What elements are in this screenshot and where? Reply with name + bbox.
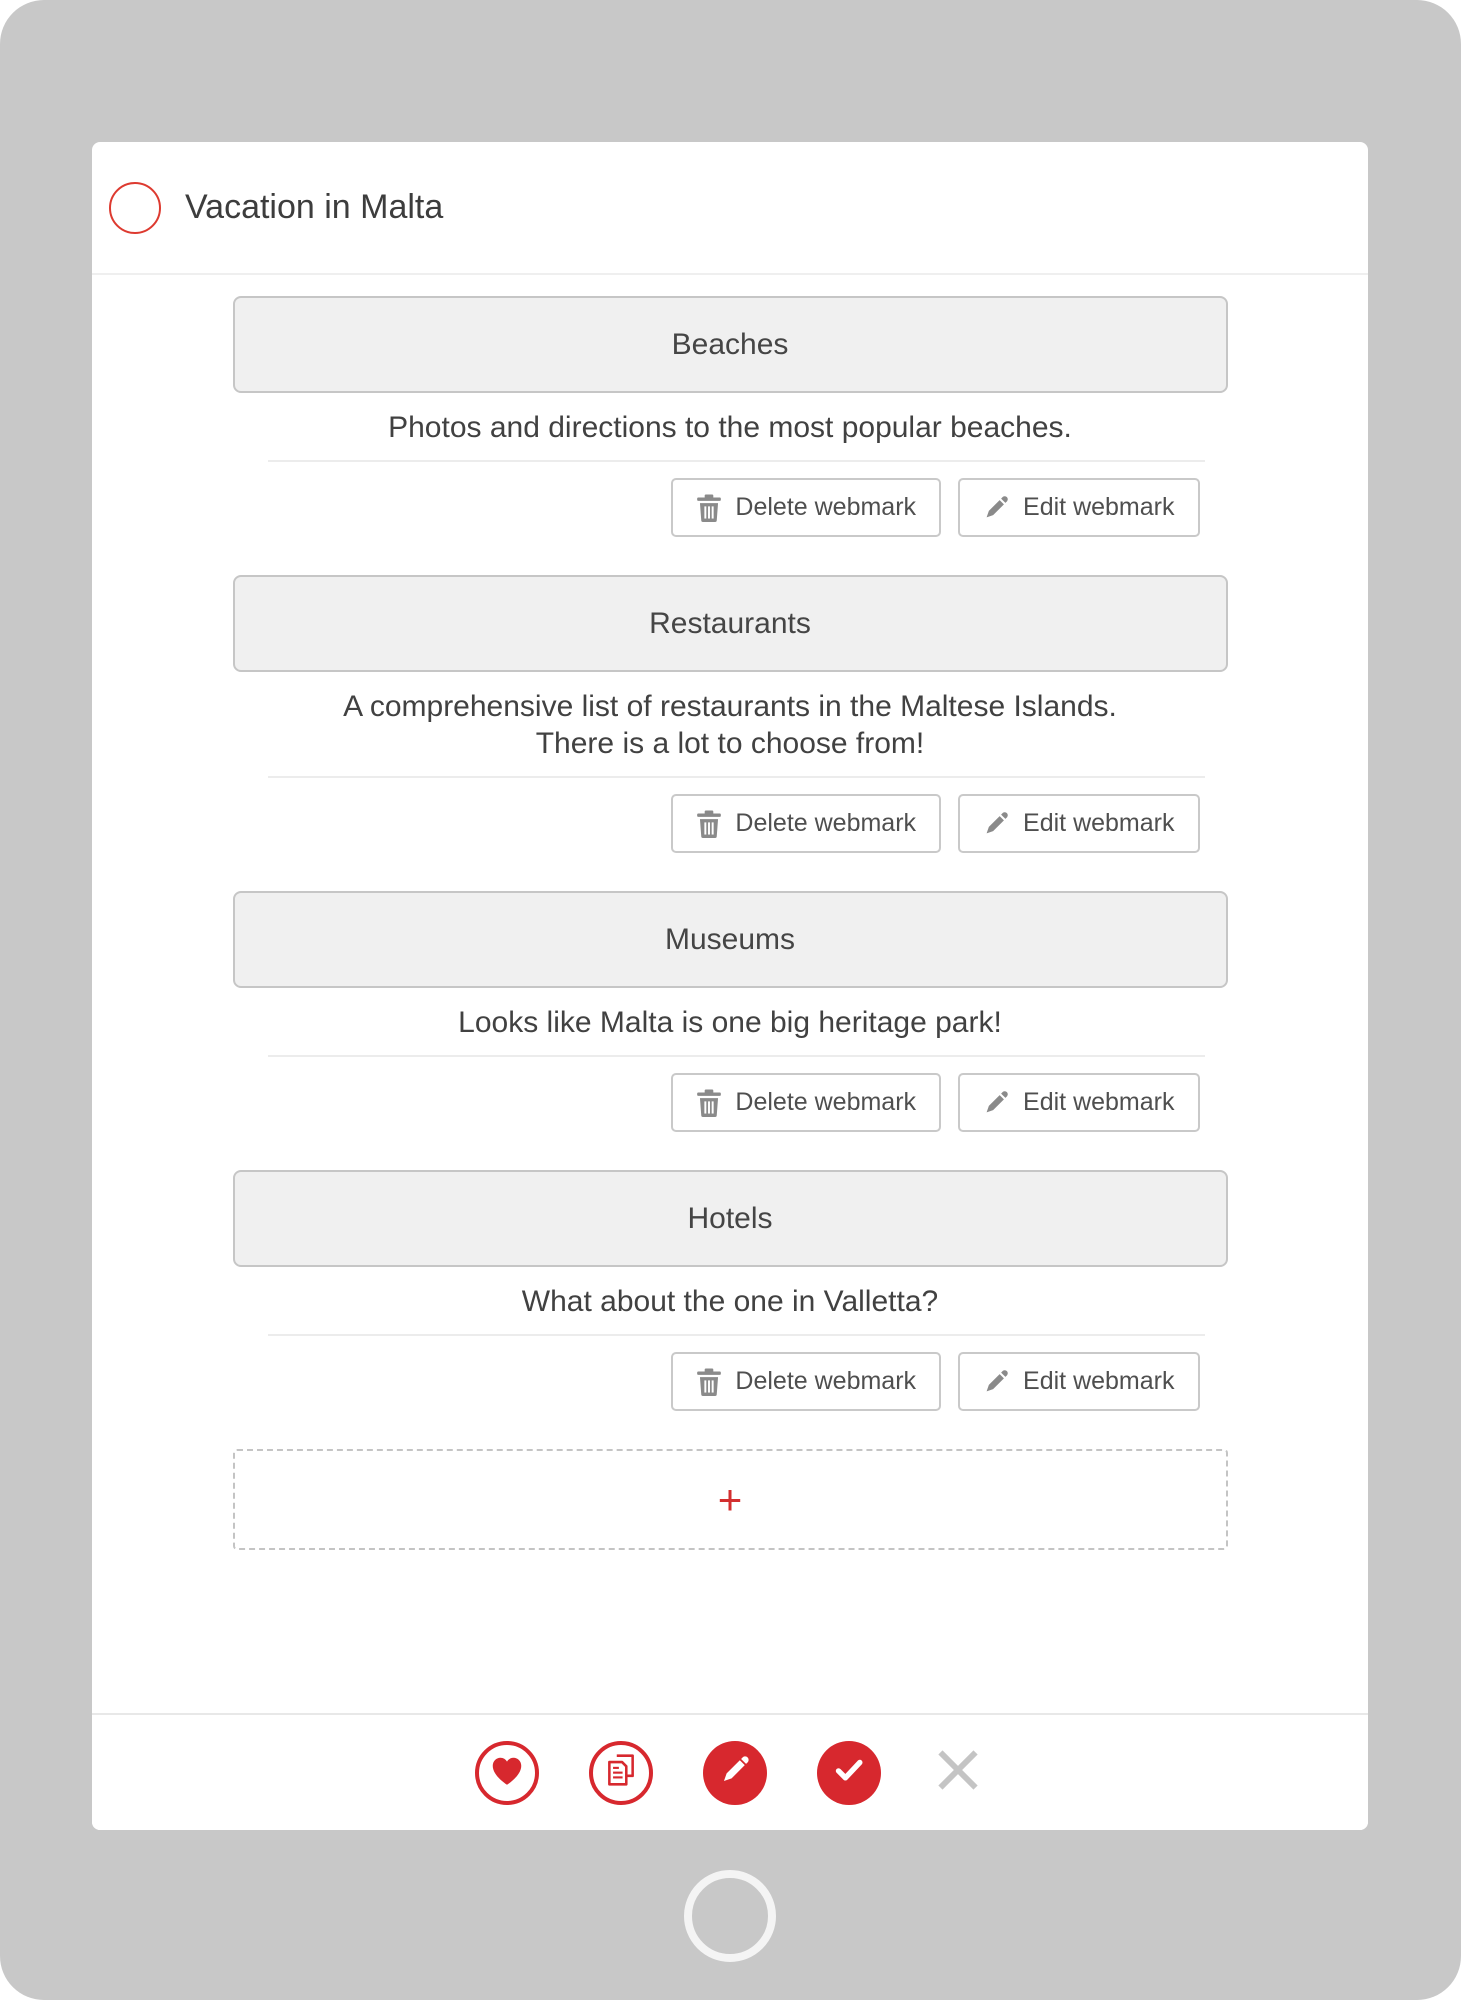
copy-button[interactable] bbox=[589, 1741, 653, 1805]
description-line: Photos and directions to the most popular beaches. bbox=[388, 411, 1072, 444]
webmark-title: Beaches bbox=[671, 327, 789, 361]
edit-button[interactable] bbox=[703, 1741, 767, 1805]
edit-webmark-label: Edit webmark bbox=[1023, 809, 1175, 837]
edit-webmark-label: Edit webmark bbox=[1023, 1367, 1175, 1395]
webmark-description bbox=[233, 1004, 1228, 1041]
add-webmark-button[interactable] bbox=[233, 1449, 1228, 1550]
delete-webmark-button[interactable] bbox=[671, 1073, 941, 1132]
webmark-title: Museums bbox=[664, 922, 796, 956]
webmark-actions bbox=[233, 794, 1228, 853]
trash-icon bbox=[696, 494, 722, 522]
edit-webmark-button[interactable] bbox=[958, 1073, 1199, 1132]
pencil-icon bbox=[983, 1089, 1010, 1116]
pencil-icon bbox=[718, 1753, 752, 1792]
edit-webmark-label: Edit webmark bbox=[1023, 493, 1175, 521]
trash-icon bbox=[696, 810, 722, 838]
webmark-list bbox=[233, 275, 1228, 1550]
confirm-button[interactable] bbox=[817, 1741, 881, 1805]
webmark-section-hotels bbox=[233, 1170, 1228, 1411]
close-x-icon bbox=[931, 1743, 985, 1802]
pencil-icon bbox=[983, 810, 1010, 837]
heart-icon bbox=[489, 1754, 525, 1792]
description-line: There is a lot to choose from! bbox=[535, 727, 925, 760]
edit-webmark-button[interactable] bbox=[958, 794, 1199, 853]
page-title: Vacation in Malta bbox=[185, 188, 444, 226]
delete-webmark-label: Delete webmark bbox=[735, 809, 917, 837]
close-button[interactable] bbox=[931, 1746, 985, 1800]
webmark-description bbox=[233, 409, 1228, 446]
delete-webmark-button[interactable] bbox=[671, 794, 941, 853]
webmark-title: Hotels bbox=[687, 1201, 773, 1235]
app-header bbox=[92, 142, 1368, 275]
description-line: Looks like Malta is one big heritage park! bbox=[458, 1006, 1002, 1039]
webmark-title: Restaurants bbox=[649, 606, 811, 640]
description-line: A comprehensive list of restaurants in the Maltese Islands. bbox=[343, 690, 1117, 723]
check-icon bbox=[831, 1752, 867, 1793]
bottom-toolbar bbox=[92, 1713, 1368, 1830]
pencil-icon bbox=[983, 494, 1010, 521]
trash-icon bbox=[696, 1368, 722, 1396]
favorite-button[interactable] bbox=[475, 1741, 539, 1805]
delete-webmark-button[interactable] bbox=[671, 478, 941, 537]
webmark-actions bbox=[233, 1073, 1228, 1132]
copy-icon bbox=[604, 1752, 638, 1793]
trash-icon bbox=[696, 1089, 722, 1117]
webmark-actions bbox=[233, 1352, 1228, 1411]
delete-webmark-label: Delete webmark bbox=[735, 1367, 917, 1395]
webmark-section-beaches bbox=[233, 296, 1228, 537]
divider bbox=[268, 1334, 1205, 1336]
collection-circle-icon bbox=[109, 182, 161, 234]
webmark-card[interactable] bbox=[233, 891, 1228, 988]
delete-webmark-button[interactable] bbox=[671, 1352, 941, 1411]
webmark-card[interactable] bbox=[233, 1170, 1228, 1267]
webmark-card[interactable] bbox=[233, 296, 1228, 393]
divider bbox=[268, 1055, 1205, 1057]
plus-icon: + bbox=[717, 1475, 743, 1523]
webmark-description bbox=[233, 688, 1228, 762]
pencil-icon bbox=[983, 1368, 1010, 1395]
edit-webmark-button[interactable] bbox=[958, 1352, 1199, 1411]
delete-webmark-label: Delete webmark bbox=[735, 1088, 917, 1116]
webmark-description bbox=[233, 1283, 1228, 1320]
webmark-card[interactable] bbox=[233, 575, 1228, 672]
divider bbox=[268, 460, 1205, 462]
app-screen bbox=[92, 142, 1368, 1830]
webmark-section-restaurants bbox=[233, 575, 1228, 853]
divider bbox=[268, 776, 1205, 778]
webmark-section-museums bbox=[233, 891, 1228, 1132]
edit-webmark-label: Edit webmark bbox=[1023, 1088, 1175, 1116]
edit-webmark-button[interactable] bbox=[958, 478, 1199, 537]
description-line: What about the one in Valletta? bbox=[521, 1285, 939, 1318]
home-button[interactable] bbox=[684, 1870, 776, 1962]
webmark-actions bbox=[233, 478, 1228, 537]
delete-webmark-label: Delete webmark bbox=[735, 493, 917, 521]
